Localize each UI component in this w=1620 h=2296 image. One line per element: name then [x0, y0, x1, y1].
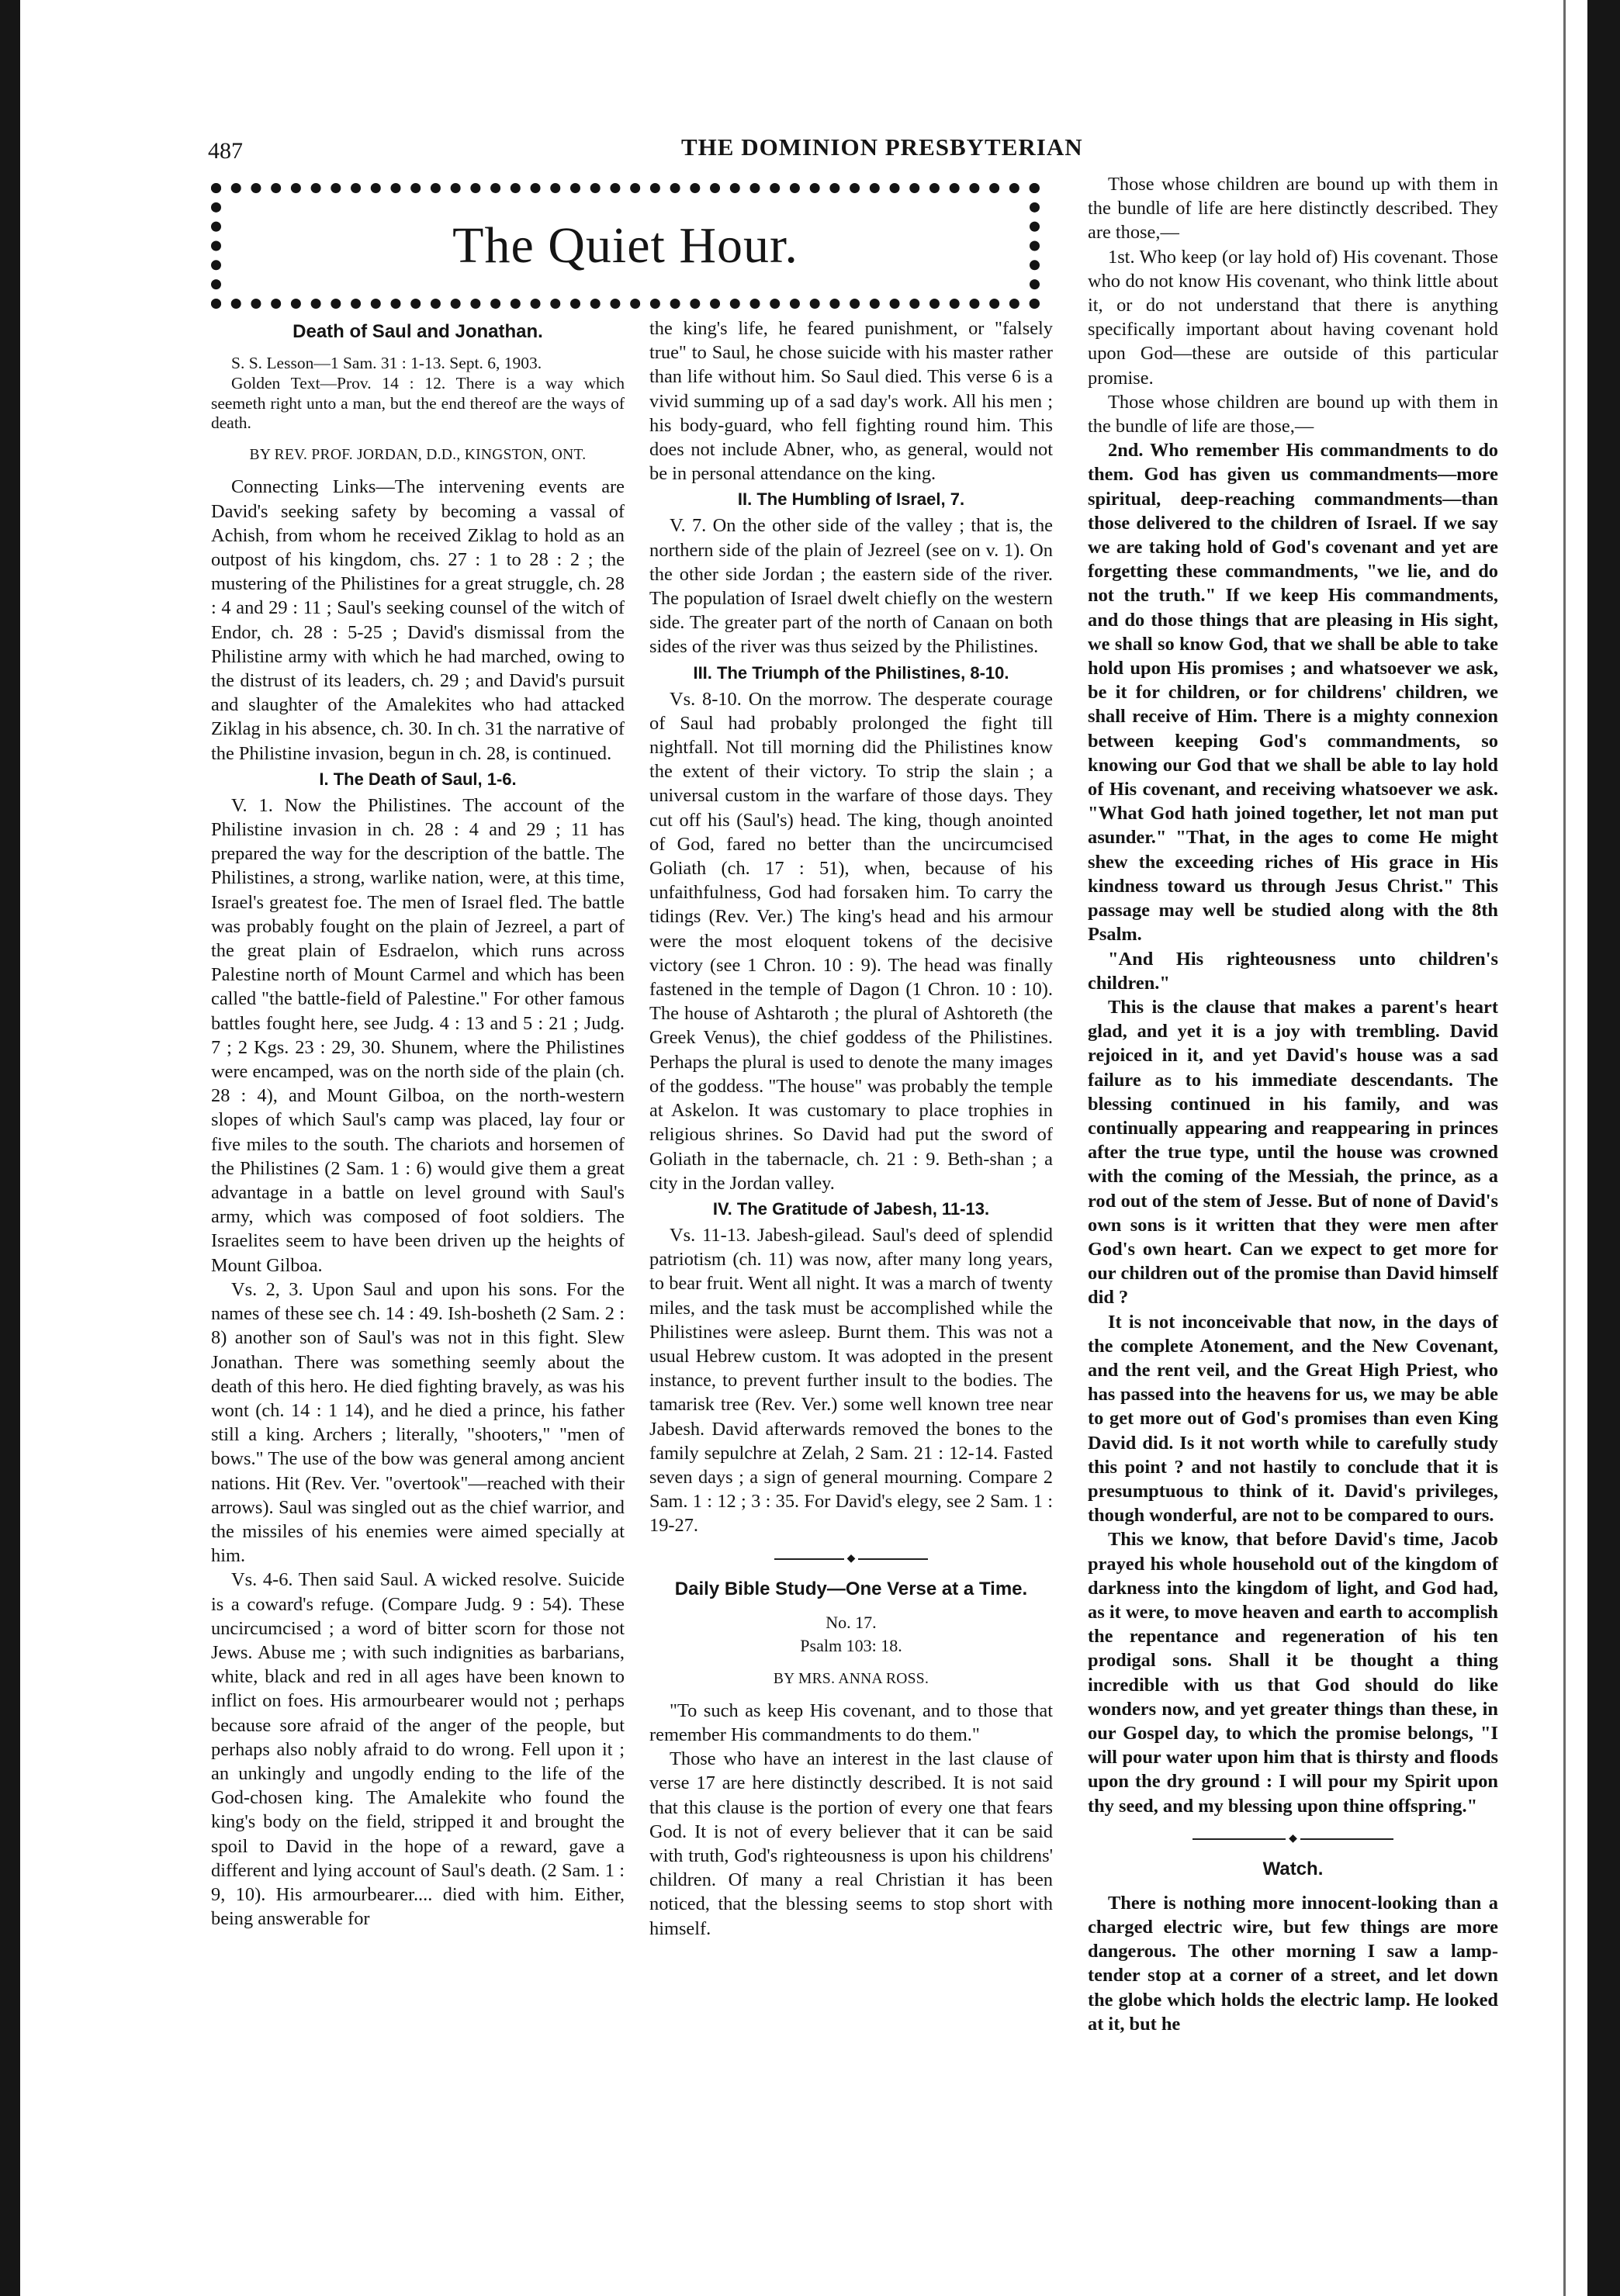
rule-line: [1300, 1838, 1393, 1840]
column-2: [649, 316, 1053, 1941]
paragraph: Vs. 4-6. Then said Saul. A wicked resolve. Suicide is a coward's refuge. (Compare Judg. 9 : 54). These uncircumcised ; a word of bitter scorn for those not Jews. Abuse me ; with such indignities as barbarians, white, black and red in all ages have been known to inflict on foes. His armourbearer would not ; perhaps because sore afraid of the anger of the people, but perhaps also nobly afraid to do wrong. Fell upon it ; an unkingly and ungodly ending to the life of the God-chosen king. The Amalekite who found the king's body on the field, stripped it and brought the spoil to David in the hope of a reward, gave a different and lying account of Saul's death. (2 Sam. 1 : 9, 10). His armourbearer.... died with him. Either, being answerable for: [211, 1569, 625, 1930]
paragraph: This is the clause that makes a parent's heart glad, and yet it is a joy with trembling. David rejoiced in it, and yet David's house was a sad failure as to his immediate descendants. The blessing continued in his family, and was continually appearing and reappearing in princes after the true type, until the house was crowned with the coming of the Messiah, the prince, as a rod out of the stem of Jesse. But of none of David's own sons is it written that they were men after God's own heart. Can we expect to get more for our children out of the promise than David himself did ?: [1088, 996, 1498, 1309]
paragraph: There is nothing more innocent-looking than a charged electric wire, but few things are more dangerous. The other morning I saw a lamp-tender stop at a corner of a street, and let down the globe which holds the electric lamp. He looked at it, but he: [1088, 1892, 1498, 2035]
rule-ornament: ◆: [1289, 1832, 1297, 1845]
paragraph: Those whose children are bound up with them in the bundle of life are those,—: [1088, 391, 1498, 437]
paragraph: Vs. 8-10. On the morrow. The desperate courage of Saul had probably prolonged the fight till nightfall. Not till morning did the Philistines know the extent of their victory. To strip the slain ; a universal custom in the warfare of those days. They cut off his (Saul's) head. The king, though anointed of God, fared no better than the uncircumcised Goliath (ch. 17 : 51), when, because of his unfaithfulness, God had forsaken him. To carry the tidings (Rev. Ver.) The king's head and his armour were the most eloquent tokens of the decisive victory (see 1 Chron. 10 : 9). The head was finally fastened in the temple of Dagon (1 Chron. 10 : 10). The house of Ashtaroth ; the plural of Ashtoreth (the Greek Venus), the chief goddess of the Philistines. Perhaps the plural is used to denote the many images of the goddess. "The house" was probably the temple at Askelon. It was customary to place trophies in religious shrines. So David had put the sword of Goliath in the tabernacle, ch. 21 : 9. Beth-shan ; a city in the Jordan valley.: [649, 688, 1053, 1194]
bible-study-byline: BY MRS. ANNA ROSS.: [773, 1670, 929, 1687]
section-title: The Quiet Hour.: [452, 217, 798, 274]
paragraph: Those whose children are bound up with them in the bundle of life are here distinctly described. They are those,—: [1088, 174, 1498, 244]
paragraph: Vs. 2, 3. Upon Saul and upon his sons. For the names of these see ch. 14 : 49. Ish-bosheth (2 Sam. 2 : 8) another son of Saul's was not in this fight. Slew Jonathan. There was something seemly about the death of this hero. He died fighting bravely, as was his wont (ch. 14 : 1 14), and he died a prince, his father still a king. Archers ; literally, "shooters," "men of bows." The use of the bow was general among ancient nations. Hit (Rev. Ver. "overtook"—reached with their arrows). Saul was singled out as the chief warrior, and the missiles of his enemies were aimed specially at him.: [211, 1278, 625, 1567]
bible-study-number: No. 17.: [826, 1612, 877, 1632]
ornamental-rule: [649, 1552, 1053, 1565]
section-heading-4: IV. The Gratitude of Jabesh, 11-13.: [712, 1198, 990, 1219]
paragraph: V. 7. On the other side of the valley ; that is, the northern side of the plain of Jezreel (see on v. 1). On the other side Jordan ; the eastern side of the river. The population of Israel dwelt chiefly on the western side. The greater part of the north of Canaan on both sides of the river was thus seized by the Philistines.: [649, 515, 1053, 658]
paragraph: 2nd. Who remember His commandments to do them. God has given us commandments—more spiritual, deep-reaching commandments—than those delivered to the children of Israel. If we say we are taking hold of God's covenant and yet are forgetting these commandments, "we lie, and do not the truth." If we keep His commandments, and do those things that are pleasing in His sight, we shall so know God, that we shall be able to take hold upon His promises ; and whatsoever we ask, be it for children, or for childrens' children, we shall receive of Him. There is a mighty connexion between keeping God's commandments, so knowing our God that we shall be able to lay hold of His covenant, and receiving whatsoever we ask. "What God hath joined together, let not man put asunder." "That, in the ages to come He might shew the exceeding riches of His grace in His kindness toward us through Jesus Christ." This passage may well be studied along with the 8th Psalm.: [1088, 440, 1498, 946]
paragraph: 1st. Who keep (or lay hold of) His covenant. Those who do not know His covenant, who think little about it, or do not understand that there is anything specifically important about having covenant hold upon God—these are outside of this particular promise.: [1088, 246, 1498, 389]
connecting-links: Connecting Links—The intervening events are David's seeking safety by becoming a vassal of Achish, from whom he received Ziklag to hold as an outpost of his kingdom, chs. 27 : 1 to 28 : 2 ; the mustering of the Philistines for a great struggle, ch. 28 : 4 and 29 : 11 ; Saul's seeking counsel of the witch of Endor, ch. 28 : 5-25 ; David's dismissal from the Philistine army with which he had marched, owing to the distrust of its leaders, ch. 29 ; and David's pursuit and slaughter of the Amalekites who had attacked Ziklag in his absence, ch. 30. In ch. 31 the narrative of the Philistine invasion, begun in ch. 28, is continued.: [211, 476, 625, 764]
section-heading-3: III. The Triumph of the Philistines, 8-10.: [693, 662, 1009, 683]
paragraph: It is not inconceivable that now, in the days of the complete Atonement, and the New Covenant, and the rent veil, and the Great High Priest, who has passed into the heavens for us, we may be able to get more out of God's promises than even King David did. Is it not worth while to carefully study this point ? and not hastily to conclude that it is presumptuous to think of it. David's privileges, though wonderful, are not to be compared to ours.: [1088, 1311, 1498, 1527]
column-1: [211, 316, 625, 1931]
scan-left-margin: [0, 0, 20, 2296]
golden-text: Golden Text—Prov. 14 : 12. There is a way which seemeth right unto a man, but the end thereof are the ways of death.: [211, 373, 625, 433]
paragraph: "And His righteousness unto children's children.": [1088, 948, 1498, 994]
paragraph: the king's life, he feared punishment, or "falsely true" to Saul, he chose suicide with his master rather than life without him. So Saul died. This verse 6 is a vivid summing up of a sad day's work. All his men ; his body-guard, who fell fighting round him. This does not include Abner, who, as general, would not be in personal attendance on the king.: [649, 318, 1053, 485]
ornamental-rule: [1088, 1832, 1498, 1845]
column-3: [1088, 172, 1498, 2036]
paragraph: This we know, that before David's time, Jacob prayed his whole household out of the kingdom of darkness into the kingdom of light, and God had, as it were, to move heaven and earth to accomplish the repentance and regeneration of his ten prodigal sons. Shall it be thought a thing incredible with us that God should do like wonders now, and yet greater things than these, in our Gospel day, to which the promise belongs, "I will pour water upon him that is thirsty and floods upon the dry ground : I will pour my Spirit upon thy seed, and my blessing upon thine offspring.": [1088, 1529, 1498, 1817]
bible-study-title: Daily Bible Study—One Verse at a Time.: [674, 1578, 1028, 1599]
paragraph: Vs. 11-13. Jabesh-gilead. Saul's deed of splendid patriotism (ch. 11) was now, after many long years, to bear fruit. Went all night. It was a march of twenty miles, and the task must be accomplished while the Philistines were asleep. Burnt them. This was not a usual Hebrew custom. It was adopted in the present instance, to prevent further insult to the bodies. The tamarisk tree (Rev. Ver.) some well known tree near Jabesh. David afterwards removed the bones to the family sepulchre at Zelah, 2 Sam. 21 : 12-14. Fasted seven days ; a sign of general mourning. Compare 2 Sam. 1 : 12 ; 3 : 35. For David's elegy, see 2 Sam. 1 : 19-27.: [649, 1224, 1053, 1537]
paragraph: V. 1. Now the Philistines. The account of the Philistine invasion in ch. 28 : 4 and 29 ; 11 has prepared the way for the description of the battle. The Philistines, a strong, warlike nation, were, at this time, Israel's greatest foe. The men of Israel fled. The battle was probably fought on the plain of Jezreel, a part of the great plain of Esdraelon, which runs across Palestine north of Mount Carmel and which has been called "the battle-field of Palestine." For other famous battles fought here, see Judg. 4 : 13 and 5 : 21 ; Judg. 7 ; 2 Kgs. 23 : 29, 30. Shunem, where the Philistines were encamped, was on the north side of the plain (ch. 28 : 4), and Mount Gilboa, on the north-western slopes of which Saul's camp was placed, lay four or five miles to the south. The chariots and horsemen of the Philistines (2 Sam. 1 : 6) would give them a great advantage in a battle on level ground with Saul's army, which was composed of foot soldiers. The Israelites seem to have been driven up the heights of Mount Gilboa.: [211, 794, 625, 1276]
running-title: THE DOMINION PRESBYTERIAN: [681, 133, 1083, 161]
paragraph: "To such as keep His covenant, and to those that remember His commandments to do them.": [649, 1700, 1053, 1745]
paragraph: Those who have an interest in the last clause of verse 17 are here distinctly described. It is not said that this clause is the portion of every one that fears God. It is not of every believer that it can be said with truth, God's righteousness is upon his childrens' children. Of many a real Christian it has been noticed, that the blessing seems to stop short with himself.: [649, 1748, 1053, 1939]
rule-line: [774, 1558, 844, 1560]
watch-title: Watch.: [1262, 1858, 1324, 1879]
scan-gutter-line: [1563, 0, 1566, 2296]
lesson-reference: S. S. Lesson—1 Sam. 31 : 1-13. Sept. 6, 1903.: [231, 354, 542, 372]
scan-right-margin: [1587, 0, 1620, 2296]
lesson-byline: BY REV. PROF. JORDAN, D.D., KINGSTON, ONT.: [249, 447, 587, 464]
section-title-box: [211, 183, 1040, 309]
rule-ornament: ◆: [846, 1552, 856, 1565]
rule-line: [858, 1558, 928, 1560]
page-number: 487: [208, 138, 243, 164]
rule-line: [1192, 1838, 1286, 1840]
lesson-title: Death of Saul and Jonathan.: [292, 321, 543, 342]
section-heading-2: II. The Humbling of Israel, 7.: [737, 489, 965, 510]
bible-study-reference: Psalm 103: 18.: [800, 1635, 902, 1655]
section-heading-1: I. The Death of Saul, 1-6.: [319, 769, 517, 789]
